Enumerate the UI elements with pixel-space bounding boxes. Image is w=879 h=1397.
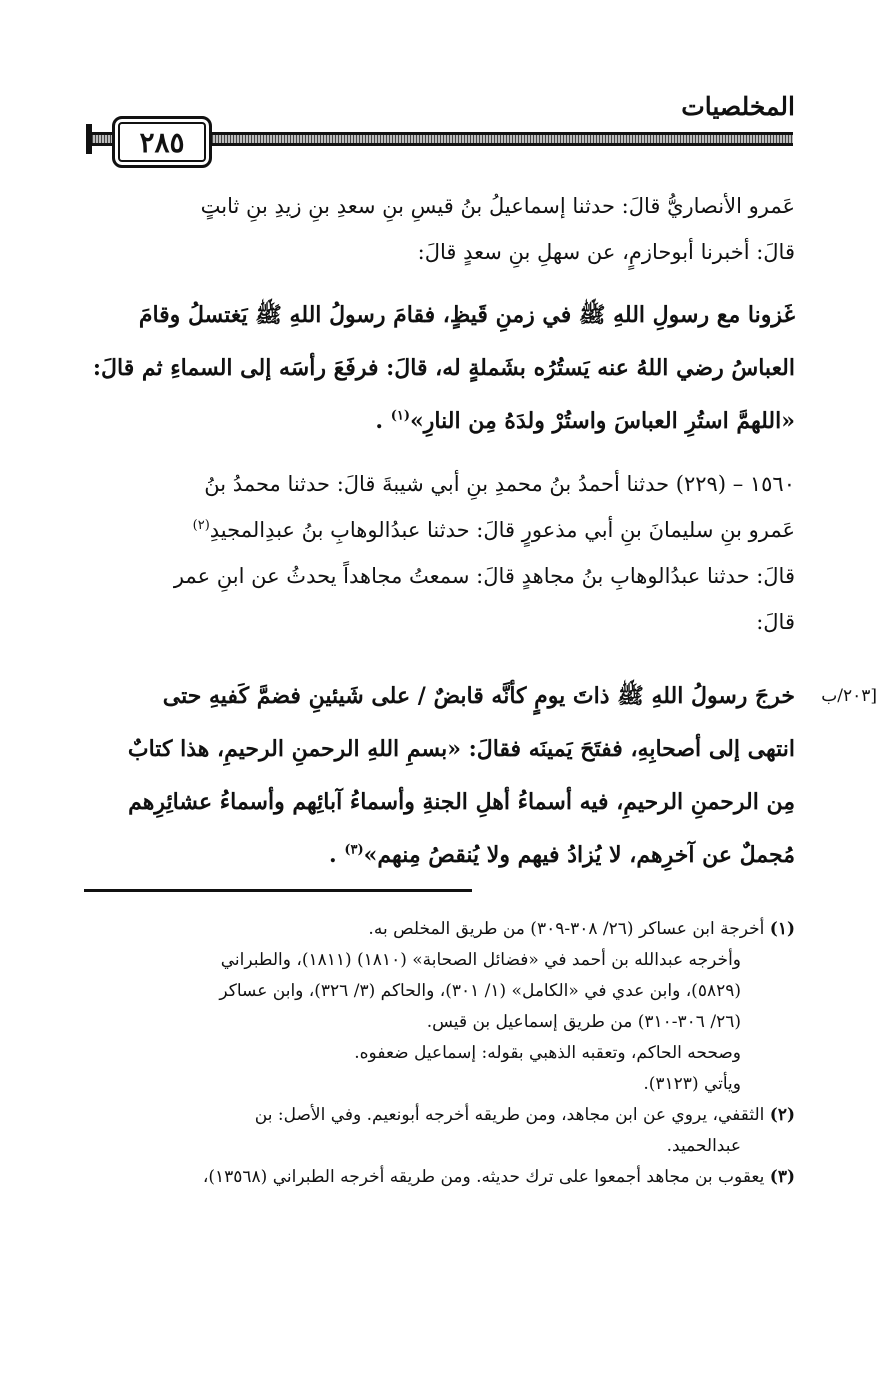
footnote-number: (١): [769, 919, 795, 939]
page-number: [112, 116, 212, 168]
isnad-paragraph-2: [83, 461, 795, 645]
text-line-body: عَمرو بنِ سليمانَ بنِ أبي مذعورٍ قالَ: حدثنا عبدُالوهابِ بنُ عبدِالمجيدِ: [209, 518, 795, 542]
text-line-body: «اللهمَّ استُرِ العباسَ واستُرْ ولدَهُ مِن النارِ»: [410, 408, 795, 434]
text-line: قالَ: أخبرنا أبوحازمٍ، عن سهلِ بنِ سعدٍ قالَ:: [417, 240, 795, 264]
footnote-line: (٢٦/ ٣٠٦-٣١٠) من طريق إسماعيل بن قيس.: [426, 1012, 741, 1032]
text-line: خرجَ رسولُ اللهِ ﷺ ذاتَ يومٍ كأنَّه قابضٌ / على شَيئينِ فضمَّ كَفيهِ حتى: [162, 683, 795, 709]
text-line: غَزونا مع رسولِ اللهِ ﷺ في زمنِ قَيظٍ، فقامَ رسولُ اللهِ ﷺ يَغتسلُ وقامَ: [138, 302, 795, 328]
text-line: عَمرو الأنصاريُّ قالَ: حدثنا إسماعيلُ بنُ قيسِ بنِ سعدِ بنِ زيدِ بنِ ثابتٍ: [200, 194, 795, 218]
manuscript-folio-note: [٢٠٣/ب: [821, 686, 877, 706]
footnote-ref-1: (١): [390, 408, 411, 424]
text-line: قالَ:: [756, 610, 795, 634]
page-number-text: ٢٨٥: [139, 125, 185, 159]
footnote-text: أخرجة ابن عساكر (٢٦/ ٣٠٨-٣٠٩) من طريق المخلص به.: [368, 919, 765, 939]
footnote-number: (٢): [769, 1105, 795, 1125]
footnote-3: [83, 1162, 795, 1193]
footnote-line: (٥٨٢٩)، وابن عدي في «الكامل» (١/ ٣٠١)، والحاكم (٣/ ٣٢٦)، وابن عساكر: [219, 981, 741, 1001]
hadith-text-2: [83, 670, 795, 882]
text-line: انتهى إلى أصحابِهِ، ففتَحَ يَمينَه فقالَ: «بسمِ اللهِ الرحمنِ الرحيمِ، هذا كتابٌ: [127, 736, 795, 762]
footnote-text: الثقفي، يروي عن ابن مجاهد، ومن طريقه أخرجه أبونعيم. وفي الأصل: بن: [254, 1105, 765, 1125]
footnote-separator: [84, 889, 472, 892]
footnote-2: [83, 1100, 795, 1131]
text-line: مِن الرحمنِ الرحيمِ، فيه أسماءُ أهلِ الجنةِ وأسماءُ آبائِهم وأسماءُ عشائِرِهم: [128, 789, 795, 815]
footnote-line: عبدالحميد.: [666, 1136, 741, 1156]
text-line: «اللهمَّ استُرِ العباسَ واستُرْ ولدَهُ مِن النارِ»$^{(١)}$ .: [375, 408, 795, 434]
hadith-text-1: [83, 289, 795, 448]
footnote-number: (٣): [769, 1167, 795, 1187]
text-line: قالَ: حدثنا عبدُالوهابِ بنُ مجاهدٍ قالَ: سمعتُ مجاهداً يحدثُ عن ابنِ عمر: [173, 564, 795, 588]
text-line: [83, 507, 795, 553]
header-rule-cap: [86, 124, 92, 154]
running-title: المخلصيات: [681, 92, 795, 121]
footnote-1: [83, 914, 795, 945]
footnote-line: وصححه الحاكم، وتعقبه الذهبي بقوله: إسماعيل ضعفوه.: [354, 1043, 741, 1063]
footnotes: [83, 914, 795, 1193]
text-line-body: مُجملٌ عن آخرِهم، لا يُزادُ فيهم ولا يُنقصُ مِنهم»: [363, 842, 795, 868]
isnad-paragraph-1: [83, 183, 795, 275]
footnote-ref-2: (٢): [192, 518, 210, 533]
text-line: مُجملٌ عن آخرِهم، لا يُزادُ فيهم ولا يُنقصُ مِنهم»$^{(٣)}$ .: [329, 842, 795, 868]
footnote-ref-3: (٣): [344, 842, 364, 858]
footnote-line: ويأتي (٣١٢٣).: [643, 1074, 741, 1094]
text-line: العباسُ رضي اللهُ عنه يَستُرُه بشَملةٍ له، قالَ: فرفَعَ رأسَه إلى السماءِ ثم قالَ:: [92, 355, 795, 381]
footnote-text: يعقوب بن مجاهد أجمعوا على ترك حديثه. ومن طريقه أخرجه الطبراني (١٣٥٦٨)،: [202, 1167, 765, 1187]
text-line: ١٥٦٠ – (٢٢٩) حدثنا أحمدُ بنُ محمدِ بنِ أبي شيبةَ قالَ: حدثنا محمدُ بنُ: [204, 472, 795, 496]
footnote-line: وأخرجه عبدالله بن أحمد في «فضائل الصحابة» (١٨١٠) (١٨١١)، والطبراني: [220, 950, 741, 970]
